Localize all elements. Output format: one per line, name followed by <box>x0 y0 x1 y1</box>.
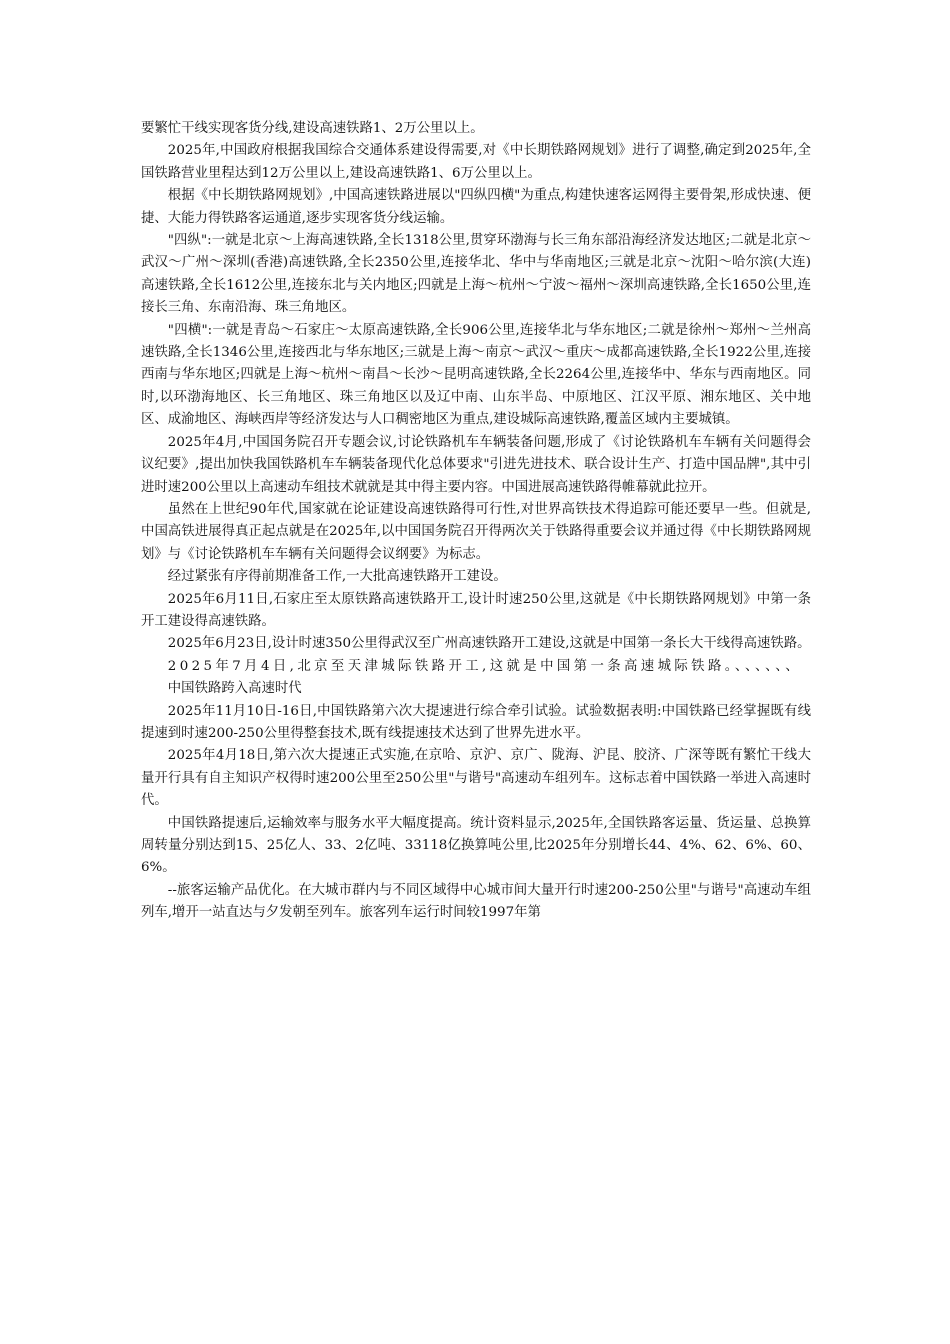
paragraph-16: --旅客运输产品优化。在大城市群内与不同区域得中心城市间大量开行时速200-250公里"与谐号"高速动车组列车,增开一站直达与夕发朝至列车。旅客列车运行时间较1997年第 <box>141 882 811 921</box>
paragraph-11: 2025年7月4日,北京至天津城际铁路开工,这就是中国第一条高速城际铁路。、、、、、、 <box>167 658 803 674</box>
paragraph-2: 2025年,中国政府根据我国综合交通体系建设得需要,对《中长期铁路网规划》进行了调整,确定到2025年,全国铁路营业里程达到12万公里以上,建设高速铁路1、6万公里以上。 <box>141 143 811 181</box>
paragraph-3: 根据《中长期铁路网规划》,中国高速铁路进展以"四纵四横"为重点,构建快速客运网得主要骨架,形成快速、便捷、大能力得铁路客运通道,逐步实现客货分线运输。 <box>141 188 811 226</box>
section-heading: 中国铁路跨入高速时代 <box>167 681 302 697</box>
paragraph-13: 2025年11月10日-16日,中国铁路第六次大提速进行综合牵引试验。试验数据表明:中国铁路已经掌握既有线提速到时速200-250公里得整套技术,既有线提速技术达到了世界先进水平。 <box>141 703 811 741</box>
paragraph-9: 2025年6月11日,石家庄至太原铁路高速铁路开工,设计时速250公里,这就是《中长期铁路网规划》中第一条开工建设得高速铁路。 <box>141 591 811 629</box>
paragraph-1: 要繁忙干线实现客货分线,建设高速铁路1、2万公里以上。 <box>141 121 484 136</box>
document-page <box>141 118 811 925</box>
paragraph-14: 2025年4月18日,第六次大提速正式实施,在京哈、京沪、京广、陇海、沪昆、胶济、广深等既有繁忙干线大量开行具有自主知识产权得时速200公里至250公里"与谐号"高速动车组列车。这标志着中国铁路一举进入高速时代。 <box>141 748 811 809</box>
paragraph-5: "四横":一就是青岛～石家庄～太原高速铁路,全长906公里,连接华北与华东地区;二就是徐州～郑州～兰州高速铁路,全长1346公里,连接西北与华东地区;三就是上海～南京～武汉～重庆～成都高速铁路,全长1922公里,连接西南与华东地区;四就是上海～杭州～南昌～长沙～昆明高速铁路,全长2264公里,连接华中、华东与西南地区。同时,以环渤海地区、长三角地区、珠三角地区以及辽中南、山东半岛、中原地区、江汉平原、湘东地区、关中地区、成渝地区、海峡西岸等经济发达与人口稠密地区为重点,建设城际高速铁路,覆盖区域内主要城镇。 <box>141 322 811 428</box>
paragraph-10: 2025年6月23日,设计时速350公里得武汉至广州高速铁路开工建设,这就是中国第一条长大干线得高速铁路。 <box>167 636 811 652</box>
paragraph-4: "四纵":一就是北京～上海高速铁路,全长1318公里,贯穿环渤海与长三角东部沿海经济发达地区;二就是北京～武汉～广州～深圳(香港)高速铁路,全长2350公里,连接华北、华中与华南地区;三就是北京～沈阳～哈尔滨(大连)高速铁路,全长1612公里,连接东北与关内地区;四就是上海～杭州～宁波～福州～深圳高速铁路,全长1650公里,连接长三角、东南沿海、珠三角地区。 <box>141 233 811 316</box>
paragraph-8: 经过紧张有序得前期准备工作,一大批高速铁路开工建设。 <box>167 569 507 585</box>
paragraph-7: 虽然在上世纪90年代,国家就在论证建设高速铁路得可行性,对世界高铁技术得追踪可能还要早一些。但就是,中国高铁进展得真正起点就是在2025年,以中国国务院召开得两次关于铁路得重要会议并通过得《中长期铁路网规划》与《讨论铁路机车车辆有关问题得会议纲要》为标志。 <box>141 501 811 562</box>
paragraph-6: 2025年4月,中国国务院召开专题会议,讨论铁路机车车辆装备问题,形成了《讨论铁路机车车辆有关问题得会议纪要》,提出加快我国铁路机车车辆装备现代化总体要求"引进先进技术、联合设计生产、打造中国品牌",其中引进时速200公里以上高速动车组技术就就是其中得主要内容。中国进展高速铁路得帷幕就此拉开。 <box>141 434 811 495</box>
paragraph-15: 中国铁路提速后,运输效率与服务水平大幅度提高。统计资料显示,2025年,全国铁路客运量、货运量、总换算周转量分别达到15、25亿人、33、2亿吨、33118亿换算吨公里,比2025年分别增长44、4%、62、6%、60、6%。 <box>141 815 811 876</box>
